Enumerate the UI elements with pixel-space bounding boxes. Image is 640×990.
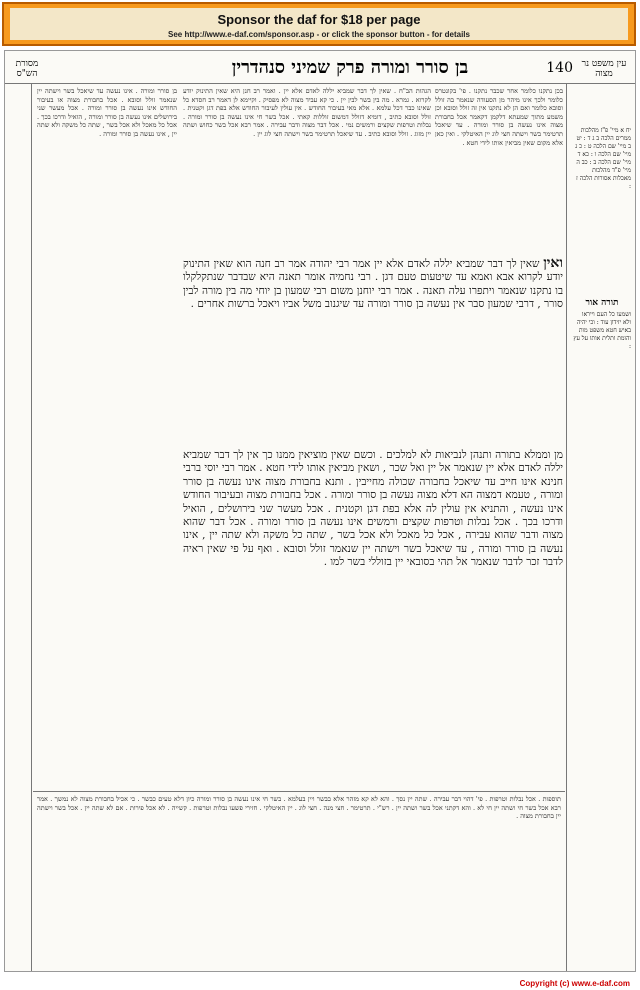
gemara-main-top xyxy=(183,257,563,447)
gemara-main-bottom: מן וממלא בתורה ותנהן לנביאות לא למלכים . וכשם שאין מוציאין ממנו כך אין לך דבר שמביא יללה לאדם אלא יין שנאמר אל יין ואל שכר , ושאין מביאין אותו לידי חטא . אמר רבי יוסי ברבי חנינא אינו חייב עד שיאכל בחבורה שכולה מחייבין . ותנא בחבורת מצוה אינו נעשה בן סורר ומורה , טעמא דמצוה הא דלא מצוה נעשה בן סורר ומורה . אכל בחבורת מצוה ובעיבור החודש אינו נעשה , והתניא אין עולין לה אלא בפת דגן וקטנית . אכל מעשר שני בירושלים , הואיל ודרכו בכך . אכל נבלות וטרפות שקצים ורמשים אינו נעשה בן סורר ומורה . אכל דבר שהוא מצוה ודבר שהוא עבירה , אכל כל מאכל ולא אכל בשר , שתה כל משקה ולא שתה יין , אינו נעשה בן סורר ומורה , עד שיאכל בשר וישתה יין שנאמר זולל וסובא . ואף על פי שאין ראיה לדבר זכר לדבר שנאמר אל תהי בסובאי יין בזוללי בשר למו . xyxy=(183,449,563,569)
bottom-section-rule xyxy=(33,791,565,792)
rashi-top-commentary: בכן נתקנו כלומר אחר שכבר נתקנו . פי' בקונטרס כלומר ולכך אינו מיהר מן הסעודה שנאמר בה זולל וסובא כלומר ואם הן לא נתקנו אין זה זולל וסובא וכן משמע מתוך שמעתא דלקמן דקאמר אכל בחבורת מצוה אינו נעשה בן סורר ומורה . עד שיאכל תרטימר בשר וישתה חצי לוג יין האיטלקי . ואין כאן אלא מקום שאין מביאין אותו לידי חטא . xyxy=(435,87,563,147)
header-rule xyxy=(5,83,635,84)
sponsor-banner[interactable] xyxy=(2,2,636,46)
ein-mishpat-label: עין משפט נר מצוה xyxy=(581,59,627,79)
torah-or-column: ושמעו כל העם וייראו ולא יזידון עוד : וכי יהיה באיש חטא משפט מות והומת ותלית אותו על עץ : xyxy=(573,311,631,350)
page-title: בן סורר ומורה פרק שמיני סנהדרין xyxy=(231,57,469,78)
commentary-top-middle: הגהות הב"ח . שאין לך דבר שמביא יללה לאדם אלא יין . ואמר רב חנן היא שאין התינוק יודע לקרוא . גמרא . מה בין בשר לבין יין . כי קא עביד מצוה לא מפסיק . וקיימא לן דאמר רב חסדא כל שאינו כבר דכל עלמא . אלא מאי בעיבור החודש . אין עולין לעיבור החודש אלא בפת דגן וקטנית . זולל וסובא כתיב , דומיא דזולל דמשום זוללות קאתי . אכל בשר חי אינו נעשה בן סורר ומורה . נבלות וטרפות שקצים ורמשים נמי . אכל דבר מצוה ודבר עבירה . אמר רבא אכל בשר כחוש ושתה יין מזוג . זולל וסובא כתיב . עד שיאכל תרטימר בשר וישתה חצי לוג יין . xyxy=(183,87,431,138)
page-number: 140 xyxy=(546,60,573,76)
masoret-hashas-label: מסורת הש"ס xyxy=(15,59,39,79)
sponsor-banner-panel xyxy=(10,8,628,40)
gemara-text-top: שאין לך דבר שמביא יללה לאדם אלא יין אמר רבי יהודה אמר רב חנה הוא שאין התינוק יודע לקרוא אבא ואמא עד שיטעום טעם דגן . רבי נחמיה אומר תאנה היא שבדבר שנתקלקלו בו נתקנו שנאמר ויתפרו עלה תאנה . אמר רבי יוחנן משום רבי שמעון בן יוחי מה בין מורה לבין סורר , דרבי שמעון סבר אין נעשה בן סורר ומורה עד שיגנוב משל אביו ויאכל ברשות אחרים . xyxy=(183,258,563,311)
right-margin-rule xyxy=(566,83,567,972)
left-margin-rule xyxy=(31,83,32,972)
sponsor-details[interactable]: See http://www.e-daf.com/sponsor.asp - or click the sponsor button - for details xyxy=(168,30,470,39)
copyright-notice[interactable]: Copyright (c) www.e-daf.com xyxy=(519,979,630,988)
ein-mishpat-column: יח א מיי' פ"ז מהלכות ממרים הלכה ב ג ד : יט ב מיי' שם הלכה ט : כ ג מיי' שם הלכה ו : כא ד מיי' שם הלכה ב : כב ה מיי' פ"ד מהלכות מאכלות אסורות הלכה ז : xyxy=(575,127,631,190)
talmud-page xyxy=(4,50,636,972)
page-header xyxy=(5,57,635,85)
torah-or-heading: תורה אור xyxy=(585,298,619,308)
opening-word: ואין xyxy=(543,257,563,271)
sponsor-title[interactable]: Sponsor the daf for $18 per page xyxy=(217,12,421,27)
tosafot-column: בן סורר ומורה . אינו נעשה עד שיאכל בשר וישתה יין שנאמר זולל וסובא . אכל בחבורת מצוה או בעיבור החודש אינו נעשה בן סורר ומורה . אכל מעשר שני בירושלים אינו נעשה בן סורר ומורה , הואיל ודרכו בכך . אכל כל מאכל ולא אכל בשר , שתה כל משקה ולא שתה יין , אינו נעשה בן סורר ומורה . xyxy=(37,87,177,138)
bottom-commentary: תוספות . אכל נבלות וטרפות . פי' דהוי דבר עבירה . שתה יין נסך . והא לא קא מזהר אלא בבשר ויין בעלמא . בשר חי אינו נעשה בן סורר ומורה כיון דלא טעים כבשר . כי אכיל בחבורת מצוה לא נמשך . אמר רבא אכל בשר חי ושתה יין חי לא . והא דקתני אכל בשר ושתה יין . רש"י . תרטימר . חצי מנה . חצי לוג . יין האיטלקי . חזירי פשעו נבלות וטרפות . קשייה . לא אכל פירות . אם לא שתה יין . אכל בשר וישתה יין בחבורת מצוה . xyxy=(37,795,561,821)
